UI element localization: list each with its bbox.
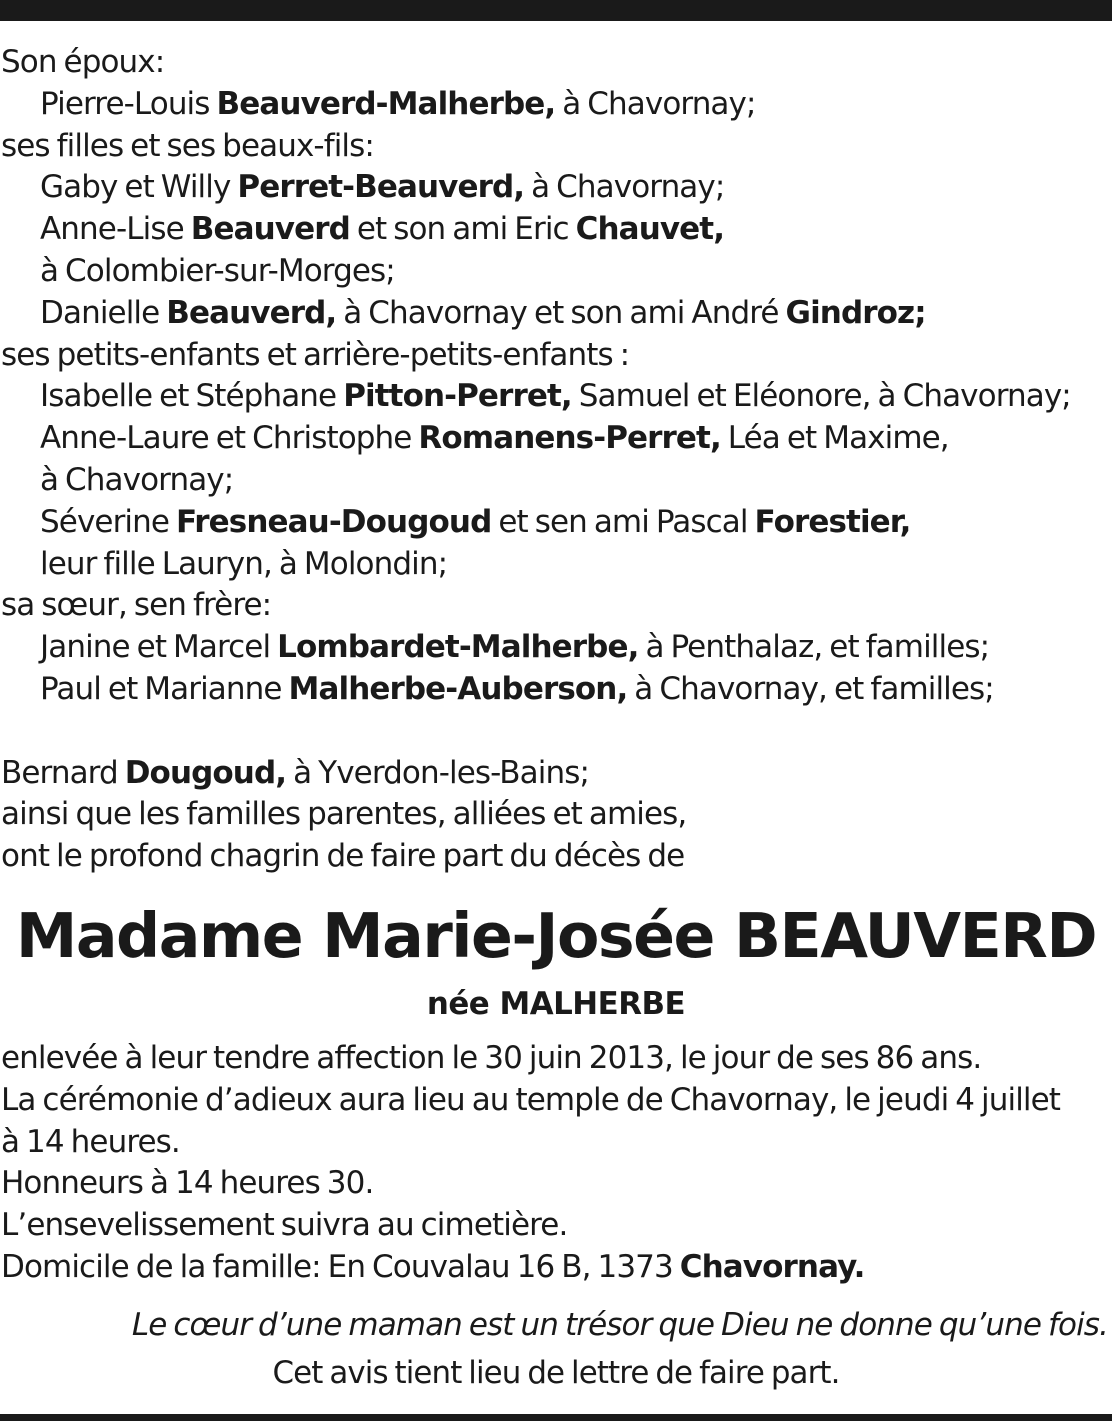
top-border-rule (0, 0, 1112, 21)
surname: Forestier, (754, 503, 911, 540)
grandchild-line: Isabelle et Stéphane Pitton-Perret, Samuel et Eléonore, à Chavornay; (40, 378, 1071, 415)
announcement-line: ont le profond chagrin de faire part du décès de (1, 838, 685, 875)
detail-line: La cérémonie d’adieux aura lieu au temple de Chavornay, le jeudi 4 juillet (1, 1081, 1061, 1118)
detail-line: Honneurs à 14 heures 30. (1, 1165, 374, 1202)
bottom-border-rule (0, 1414, 1112, 1421)
grandchild-line: Anne-Laure et Christophe Romanens-Perret, Léa et Maxime, (40, 420, 949, 457)
ceremony-details (1, 1038, 1109, 1289)
daughter-line: Danielle Beauverd, à Chavornay et son ami André Gindroz; (40, 294, 926, 331)
grandchildren-header: ses petits-enfants et arrière-petits-enfants : (1, 336, 630, 373)
maiden-name: née MALHERBE (426, 986, 686, 1022)
spouse-line: Pierre-Louis Beauverd-Malherbe, à Chavornay; (40, 85, 756, 122)
detail-line: à 14 heures. (1, 1123, 180, 1160)
grandchild-line: Séverine Fresneau-Dougoud et sen ami Pascal Forestier, (40, 503, 911, 540)
deceased-name: Madame Marie-Josée BEAUVERD (15, 900, 1097, 972)
family-list (1, 42, 1109, 878)
also-families-line: ainsi que les familles parentes, alliées et amies, (1, 796, 687, 833)
closing-note: Cet avis tient lieu de lettre de faire part. (272, 1355, 840, 1391)
grandchild-line-continued: à Chavornay; (40, 461, 234, 498)
detail-line: L’ensevelissement suivra au cimetière. (1, 1207, 568, 1244)
sibling-line: Paul et Marianne Malherbe-Auberson, à Chavornay, et familles; (40, 670, 994, 707)
surname: Beauverd, (166, 294, 337, 331)
surname: Lombardet-Malherbe, (277, 629, 639, 666)
memorial-quote: Le cœur d’une maman est un trésor que Dieu ne donne qu’une fois. (131, 1307, 1108, 1343)
surname: Chauvet, (575, 211, 725, 248)
daughters-header: ses filles et ses beaux-fils: (1, 127, 374, 164)
surname: Romanens-Perret, (418, 420, 721, 457)
surname: Gindroz; (785, 294, 926, 331)
siblings-header: sa sœur, sen frère: (1, 587, 272, 624)
detail-line: enlevée à leur tendre affection le 30 juin 2013, le jour de ses 86 ans. (1, 1040, 982, 1076)
spouse-header: Son époux: (1, 44, 165, 80)
surname: Beauverd (190, 211, 350, 248)
surname: Beauverd-Malherbe, (216, 85, 556, 122)
grandchild-line-continued: leur fille Lauryn, à Molondin; (40, 545, 448, 582)
daughter-line: Gaby et Willy Perret-Beauverd, à Chavornay; (40, 169, 725, 206)
daughter-line: Anne-Lise Beauverd et son ami Eric Chauvet, (40, 211, 725, 248)
domicile-line: Domicile de la famille: En Couvalau 16 B, 1373 Chavornay. (1, 1248, 865, 1285)
surname: Fresneau-Dougoud (176, 503, 492, 540)
town: Chavornay. (679, 1248, 865, 1285)
daughter-line-continued: à Colombier-sur-Morges; (40, 252, 395, 289)
surname: Malherbe-Auberson, (288, 670, 628, 707)
blank-line (1, 711, 1109, 753)
surname: Pitton-Perret, (343, 378, 572, 415)
surname: Dougoud, (124, 754, 287, 791)
surname: Perret-Beauverd, (237, 169, 525, 206)
other-relative-line: Bernard Dougoud, à Yverdon-les-Bains; (1, 754, 590, 791)
sibling-line: Janine et Marcel Lombardet-Malherbe, à Penthalaz, et familles; (40, 629, 990, 666)
